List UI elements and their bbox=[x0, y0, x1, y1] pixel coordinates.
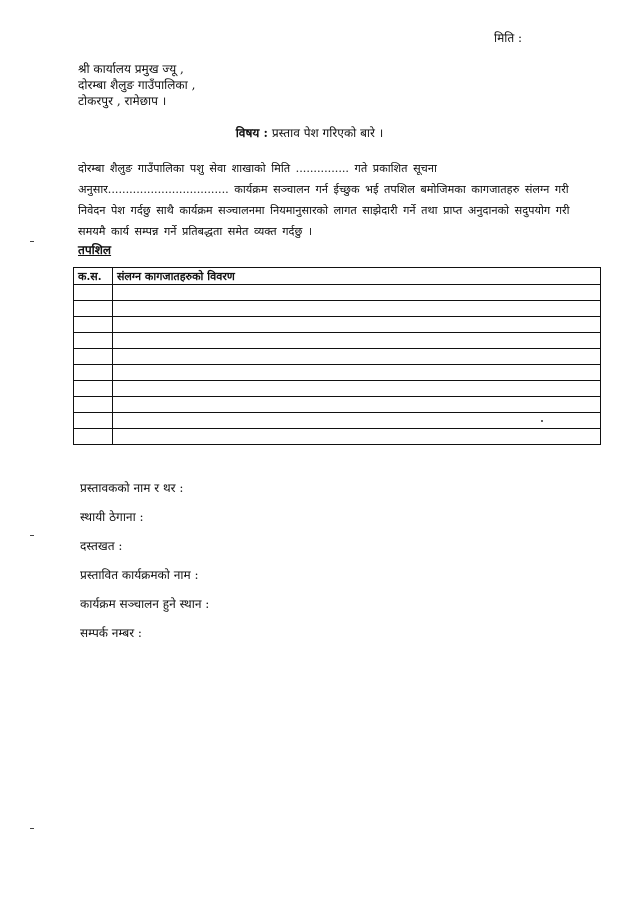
table-cell-sn[interactable] bbox=[74, 397, 113, 413]
scan-mark bbox=[30, 828, 34, 829]
body-paragraph bbox=[78, 158, 596, 242]
table-cell-sn[interactable] bbox=[74, 349, 113, 365]
recipient-line-2: दोरम्बा शैलुङ गाउँपालिका , bbox=[78, 78, 196, 92]
program-name-label: प्रस्तावित कार्यक्रमको नाम : bbox=[80, 568, 199, 582]
table-cell-description[interactable] bbox=[113, 381, 601, 397]
body-line-1: दोरम्बा शैलुङ गाउँपालिका पशु सेवा शाखाको मिति ............... गते प्रकाशित सूचना bbox=[78, 162, 437, 175]
signature-label: दस्तखत : bbox=[80, 539, 123, 553]
table-cell-description[interactable] bbox=[113, 317, 601, 333]
body-line-2: अनुसार.................................. कार्यक्रम सञ्चालन गर्न ईच्छुक भई तपशिल बमोजिमका कागजातहरु संलग्न गरी bbox=[78, 183, 569, 196]
table-row bbox=[74, 413, 601, 429]
table-row bbox=[74, 429, 601, 445]
proposer-name-label: प्रस्तावकको नाम र थर : bbox=[80, 481, 184, 495]
table-row bbox=[74, 317, 601, 333]
program-location-label: कार्यक्रम सञ्चालन हुने स्थान : bbox=[80, 597, 210, 611]
table-cell-sn[interactable] bbox=[74, 301, 113, 317]
scan-mark bbox=[30, 535, 34, 536]
subject-line bbox=[0, 124, 619, 141]
table-cell-sn[interactable] bbox=[74, 381, 113, 397]
table-header-row bbox=[74, 268, 601, 285]
column-header-sn: क.स. bbox=[74, 268, 113, 285]
date-label: मिति : bbox=[494, 31, 523, 45]
table-cell-description[interactable] bbox=[113, 397, 601, 413]
table-cell-sn[interactable] bbox=[74, 429, 113, 445]
table-cell-description[interactable] bbox=[113, 333, 601, 349]
permanent-address-label: स्थायी ठेगाना : bbox=[80, 510, 144, 524]
documents-table bbox=[73, 267, 601, 445]
table-row bbox=[74, 301, 601, 317]
table-cell-sn[interactable] bbox=[74, 317, 113, 333]
column-header-description: संलग्न कागजातहरुको विवरण bbox=[113, 268, 601, 285]
body-line-4: समयमै कार्य सम्पन्न गर्ने प्रतिबद्धता समेत व्यक्त गर्दछु । bbox=[78, 225, 313, 238]
scan-mark bbox=[30, 241, 34, 242]
subject-text: प्रस्ताव पेश गरिएको बारे । bbox=[271, 126, 384, 140]
table-cell-description[interactable] bbox=[113, 365, 601, 381]
table-cell-sn[interactable] bbox=[74, 365, 113, 381]
table-cell-description[interactable] bbox=[113, 301, 601, 317]
table-row bbox=[74, 365, 601, 381]
table-cell-description[interactable] bbox=[113, 285, 601, 301]
table-body bbox=[74, 285, 601, 445]
recipient-line-1: श्री कार्यालय प्रमुख ज्यू , bbox=[78, 62, 184, 76]
table-cell-sn[interactable] bbox=[74, 333, 113, 349]
scan-speck bbox=[541, 420, 543, 422]
recipient-line-3: टोकरपुर , रामेछाप । bbox=[78, 94, 167, 108]
details-heading: तपशिल bbox=[78, 243, 112, 257]
body-line-3: निवेदन पेश गर्दछु साथै कार्यक्रम सञ्चालनमा नियमानुसारको लागत साझेदारी गर्ने तथा प्राप्त अनुदानको सदुपयोग गरी bbox=[78, 204, 570, 217]
subject-label: विषय : bbox=[235, 126, 268, 140]
table-cell-sn[interactable] bbox=[74, 285, 113, 301]
table-row bbox=[74, 285, 601, 301]
table-row bbox=[74, 381, 601, 397]
table-row bbox=[74, 333, 601, 349]
contact-number-label: सम्पर्क नम्बर : bbox=[80, 626, 142, 640]
table-row bbox=[74, 397, 601, 413]
table-row bbox=[74, 349, 601, 365]
table-cell-description[interactable] bbox=[113, 349, 601, 365]
table-cell-description[interactable] bbox=[113, 413, 601, 429]
table-cell-description[interactable] bbox=[113, 429, 601, 445]
table-cell-sn[interactable] bbox=[74, 413, 113, 429]
